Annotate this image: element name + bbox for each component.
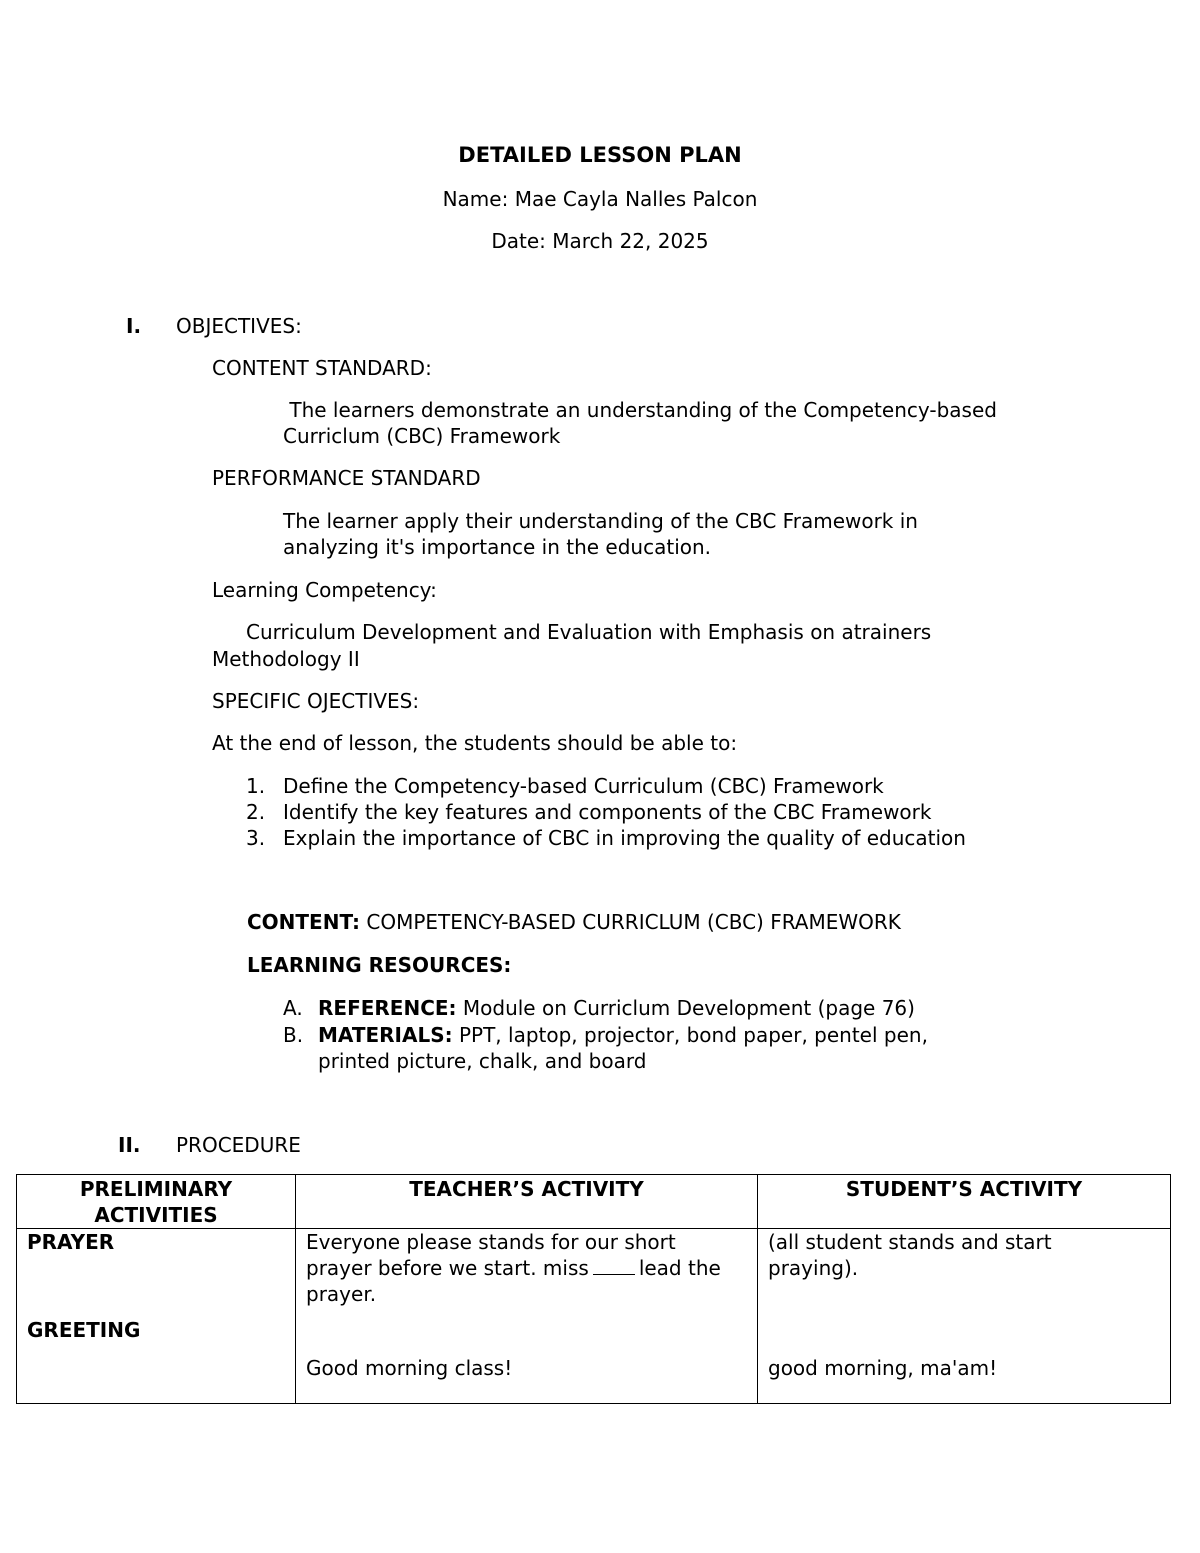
column-header-teacher: TEACHER’S ACTIVITY [296,1175,758,1229]
resource-letter: B. [283,1023,304,1047]
specific-objectives-intro: At the end of lesson, the students should be able to: [212,731,738,755]
reference-text: Module on Curriclum Development (page 76) [456,996,915,1020]
column-header-student: STUDENT’S ACTIVITY [758,1175,1171,1229]
performance-standard-text-1: The learner apply their understanding of the CBC Framework in [283,509,918,533]
objectives-heading: OBJECTIVES: [176,314,302,338]
student-prayer-text: (all student stands and start praying). [768,1230,1052,1280]
prayer-label: PRAYER [27,1230,115,1254]
objective-item: Define the Competency-based Curriculum (CBC) Framework [283,774,884,798]
learning-competency-heading: Learning Competency: [212,578,437,602]
specific-objectives-heading: SPECIFIC OJECTIVES: [212,689,420,713]
materials-text-continued: printed picture, chalk, and board [318,1049,647,1073]
section-numeral-2: II. [118,1133,141,1157]
column-header-preliminary: PRELIMINARY ACTIVITIES [17,1175,296,1229]
teacher-activity-cell [296,1229,758,1404]
procedure-heading: PROCEDURE [176,1133,301,1157]
content-standard-text-1: The learners demonstrate an understanding of the Competency-based [283,398,997,422]
document-title: DETAILED LESSON PLAN [458,143,742,167]
table-header-row [17,1175,1171,1229]
resource-materials [318,1022,928,1048]
learning-competency-text-2: Methodology II [212,647,360,671]
teacher-greeting-text: Good morning class! [306,1356,513,1380]
preliminary-cell [17,1229,296,1404]
procedure-table [16,1174,1171,1404]
resource-letter: A. [283,996,303,1020]
author-name: Name: Mae Cayla Nalles Palcon [442,187,758,211]
table-row [17,1229,1171,1404]
resource-reference [318,995,915,1021]
objective-number: 1. [246,774,266,798]
name-blank [593,1256,635,1275]
materials-text: PPT, laptop, projector, bond paper, pentel pen, [452,1023,928,1047]
materials-label: MATERIALS: [318,1023,453,1047]
learning-resources-heading: LEARNING RESOURCES: [247,953,512,977]
content-label: CONTENT: [247,910,361,934]
content-line [247,909,901,935]
student-greeting-text: good morning, ma'am! [768,1356,998,1380]
section-numeral-1: I. [126,314,142,338]
greeting-label: GREETING [27,1318,141,1342]
objective-item: Identify the key features and components of the CBC Framework [283,800,932,824]
content-standard-text-2: Curriclum (CBC) Framework [283,424,561,448]
document-date: Date: March 22, 2025 [491,229,709,253]
teacher-prayer-part-b: lead the prayer. [306,1256,721,1306]
teacher-prayer-text [306,1229,747,1307]
performance-standard-heading: PERFORMANCE STANDARD [212,466,481,490]
content-standard-heading: CONTENT STANDARD: [212,356,432,380]
objective-number: 3. [246,826,266,850]
learning-competency-text-1: Curriculum Development and Evaluation with Emphasis on atrainers [246,620,932,644]
objective-number: 2. [246,800,266,824]
objective-item: Explain the importance of CBC in improving the quality of education [283,826,966,850]
teacher-prayer-part-a: Everyone please stands for our short prayer before we start. miss [306,1230,676,1280]
student-activity-cell [758,1229,1171,1404]
content-value: COMPETENCY-BASED CURRICLUM (CBC) FRAMEWORK [360,910,901,934]
performance-standard-text-2: analyzing it's importance in the education. [283,535,712,559]
reference-label: REFERENCE: [318,996,457,1020]
